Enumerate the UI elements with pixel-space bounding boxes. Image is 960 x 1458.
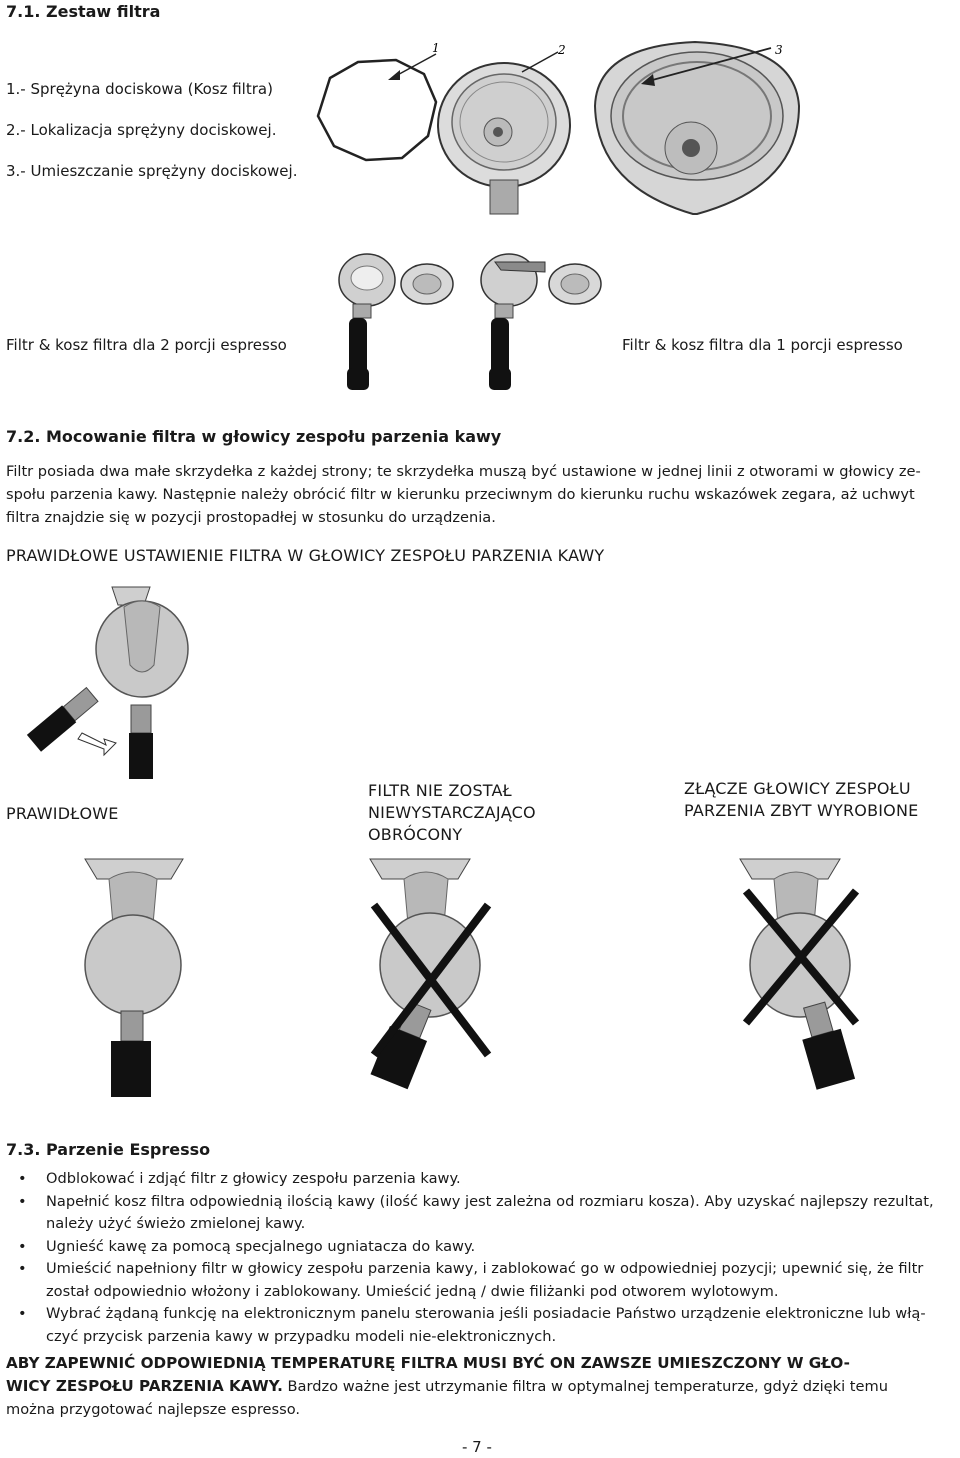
orientation-diagram — [20, 585, 220, 785]
section-7-2-title: 7.2. Mocowanie filtra w głowicy zespołu parzenia kawy — [6, 427, 502, 446]
espresso-steps-list — [0, 1168, 958, 1348]
paragraph-line: filtra znajdzie się w pozycji prostopadłej w stosunku do urządzenia. — [6, 509, 496, 526]
position-correct-diagram — [75, 855, 195, 1105]
note-bold: WICY ZESPOŁU PARZENIA KAWY. — [6, 1377, 283, 1395]
label-worn-head — [684, 778, 918, 822]
callout-1: 1 — [432, 41, 440, 55]
label-line: OBRÓCONY — [368, 825, 463, 844]
list-item: 2.- Lokalizacja sprężyny dociskowej. — [6, 121, 277, 139]
label-line: ZŁĄCZE GŁOWICY ZESPOŁU — [684, 779, 911, 798]
label-correct: PRAWIDŁOWE — [6, 804, 119, 823]
label-line: PARZENIA ZBYT WYROBIONE — [684, 801, 919, 820]
callout-2: 2 — [558, 43, 566, 57]
list-item: 3.- Umieszczanie sprężyny dociskowej. — [6, 162, 298, 180]
page-number: - 7 - — [462, 1438, 492, 1456]
caption-one-cup: Filtr & kosz filtra dla 1 porcji espresso — [622, 336, 903, 354]
paragraph-line: społu parzenia kawy. Następnie należy obrócić filtr w kierunku przeciwnym do kierunku ruchu wskazówek zegara, aż uchwyt — [6, 486, 915, 503]
note-text: Bardzo ważne jest utrzymanie filtra w optymalnej temperaturze, gdyż dzięki temu — [282, 1378, 888, 1395]
filter-holder-top-illustration — [432, 40, 582, 215]
caption-two-cups: Filtr & kosz filtra dla 2 porcji espresso — [6, 336, 287, 354]
list-item: • Napełnić kosz filtra odpowiednią ilością kawy (ilość kawy jest zależna od rozmiaru kosza). Aby uzyskać najlepszy rezultat, należy użyć świeżo zmielonej kawy. — [0, 1191, 958, 1236]
label-line: FILTR NIE ZOSTAŁ — [368, 781, 512, 800]
callout-3: 3 — [775, 43, 783, 57]
list-item: • Umieścić napełniony filtr w głowicy zespołu parzenia kawy, i zablokować go w odpowiedniej pozycji; upewnić się, że filtr został odpowiednio włożony i zablokowany. Umieścić jedną / dwie filiżanki pod otworem wylotowym. — [0, 1258, 958, 1303]
list-item: • Ugnieść kawę za pomocą specjalnego ugniatacza do kawy. — [0, 1236, 958, 1259]
spring-illustration — [310, 40, 450, 170]
section-7-3-title: 7.3. Parzenie Espresso — [6, 1140, 211, 1159]
position-worn-diagram — [730, 855, 870, 1105]
section-7-1-title: 7.1. Zestaw filtra — [6, 2, 161, 21]
section-7-2-paragraph — [6, 460, 956, 529]
filter-holder-large-illustration — [585, 36, 815, 216]
paragraph-line: Filtr posiada dwa małe skrzydełka z każdej strony; te skrzydełka muszą być ustawione w jednej linii z otworami w głowicy ze- — [6, 463, 921, 480]
list-item: 1.- Sprężyna dociskowa (Kosz filtra) — [6, 80, 273, 98]
label-line: NIEWYSTARCZAJĄCO — [368, 803, 536, 822]
list-item: • Wybrać żądaną funkcję na elektronicznym panelu sterowania jeśli posiadacie Państwo urządzenie elektroniczne lub włą- czyć przycisk parzenia kawy w przypadku modeli nie-elektronicznych. — [0, 1303, 958, 1348]
note-bold: ABY ZAPEWNIĆ ODPOWIEDNIĄ TEMPERATURĘ FILTRA MUSI BYĆ ON ZAWSZE UMIESZCZONY W GŁO- — [6, 1354, 850, 1372]
portafilter-set-illustration — [325, 250, 635, 400]
temperature-note — [6, 1352, 956, 1421]
list-item: • Odblokować i zdjąć filtr z głowicy zespołu parzenia kawy. — [0, 1168, 958, 1191]
position-not-turned-diagram — [360, 855, 500, 1105]
correct-position-heading: PRAWIDŁOWE USTAWIENIE FILTRA W GŁOWICY ZESPOŁU PARZENIA KAWY — [6, 546, 605, 565]
label-not-turned-enough — [368, 780, 536, 846]
note-text: można przygotować najlepsze espresso. — [6, 1401, 301, 1418]
